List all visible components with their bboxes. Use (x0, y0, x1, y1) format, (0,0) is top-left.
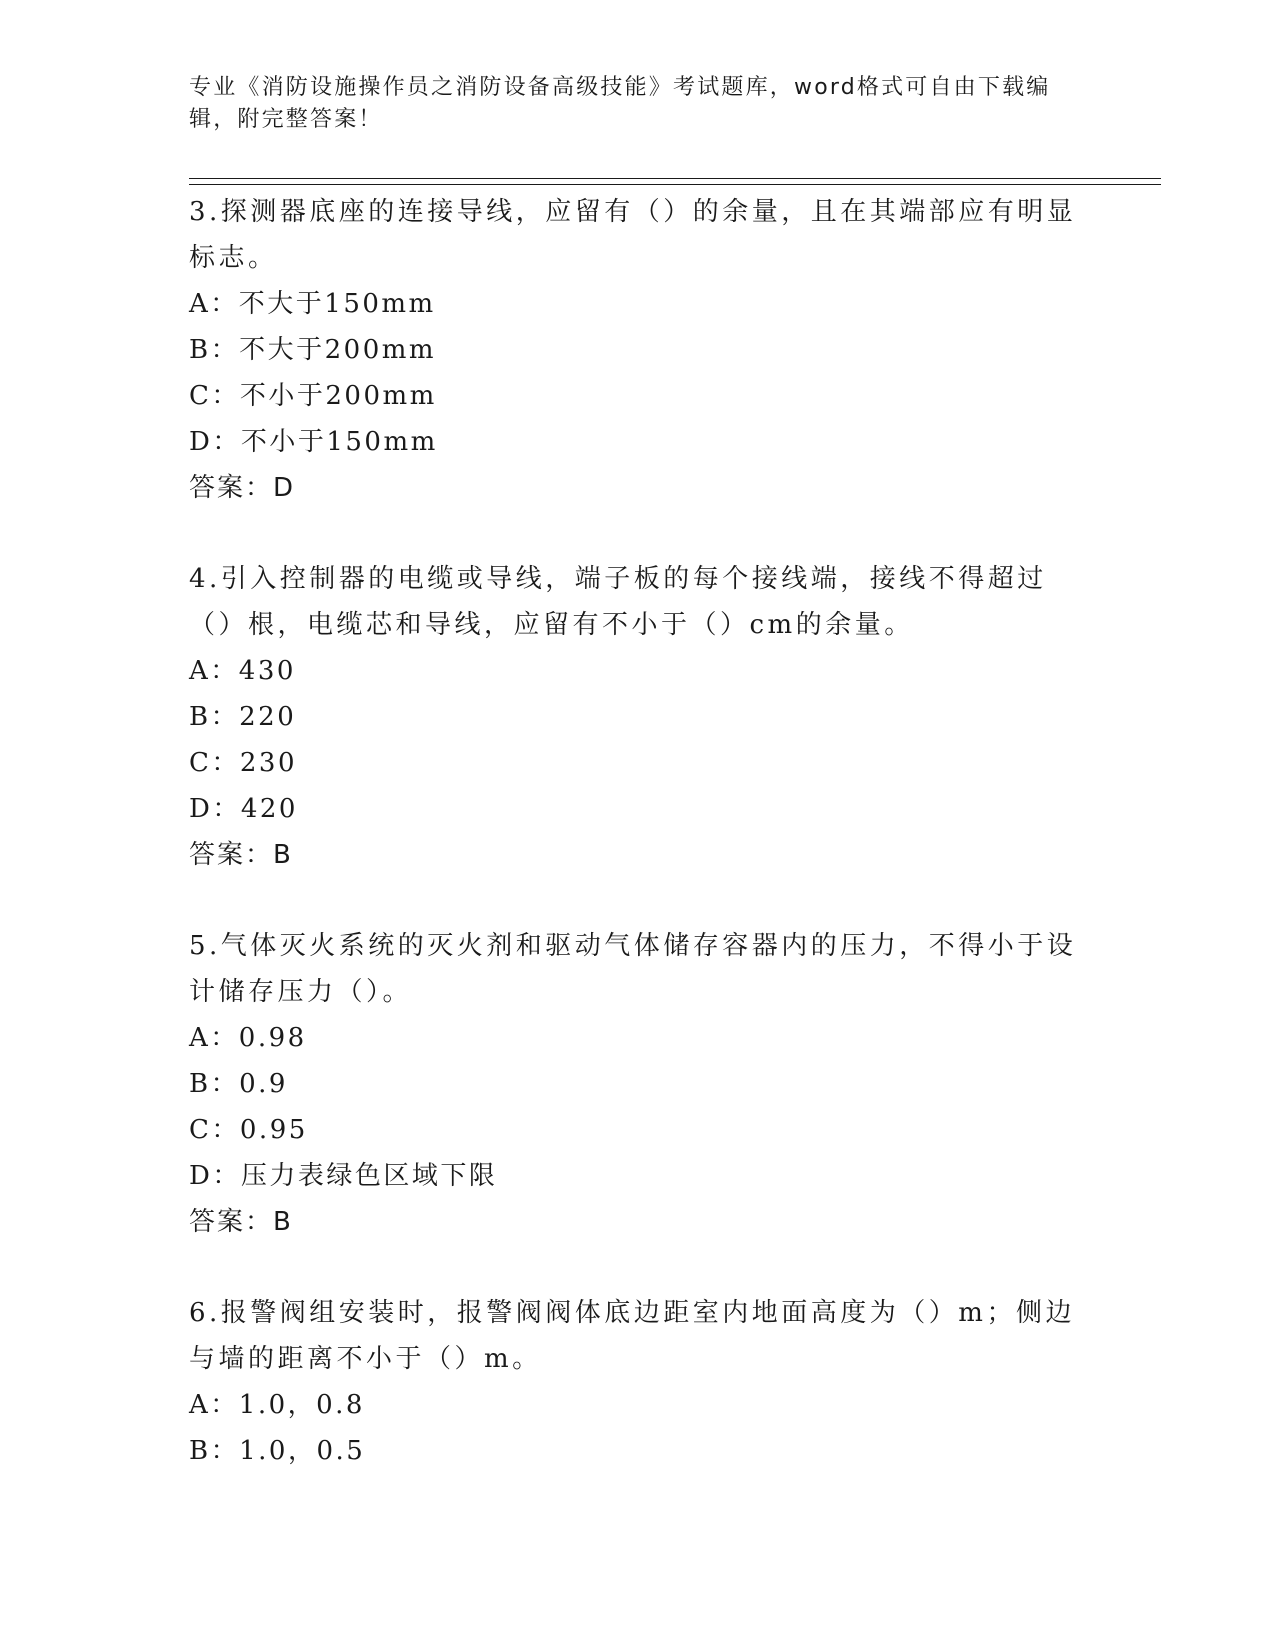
question-5 (189, 923, 1089, 1245)
question-text: 6.报警阀组安装时，报警阀阀体底边距室内地面高度为（）m；侧边与墙的距离不小于（）m。 (189, 1298, 1075, 1374)
option-d: D：不小于150mm (189, 427, 438, 457)
header-rule-top (189, 178, 1161, 179)
option-a: A：1.0，0.8 (189, 1390, 365, 1420)
document-header: 专业《消防设施操作员之消防设备高级技能》考试题库，word格式可自由下载编辑，附完整答案！ (189, 75, 1051, 132)
question-6 (189, 1290, 1089, 1474)
option-b: B：0.9 (189, 1069, 288, 1099)
option-c: C：0.95 (189, 1115, 308, 1145)
option-d: D：压力表绿色区域下限 (189, 1161, 498, 1191)
answer: 答案：B (189, 840, 293, 870)
option-b: B：1.0，0.5 (189, 1436, 366, 1466)
question-list (189, 189, 1089, 1519)
option-b: B：不大于200mm (189, 335, 437, 365)
answer: 答案：B (189, 1207, 293, 1237)
option-a: A：0.98 (189, 1023, 307, 1053)
question-4 (189, 556, 1089, 878)
option-b: B：220 (189, 702, 297, 732)
option-d: D：420 (189, 794, 298, 824)
question-text: 3.探测器底座的连接导线，应留有（）的余量，且在其端部应有明显标志。 (189, 197, 1077, 273)
answer: 答案：D (189, 473, 296, 503)
question-text: 4.引入控制器的电缆或导线，端子板的每个接线端，接线不得超过（）根，电缆芯和导线，应留有不小于（）cm的余量。 (189, 564, 1047, 640)
option-c: C：不小于200mm (189, 381, 437, 411)
question-3 (189, 189, 1089, 511)
option-a: A：不大于150mm (189, 289, 436, 319)
option-c: C：230 (189, 748, 298, 778)
question-text: 5.气体灭火系统的灭火剂和驱动气体储存容器内的压力，不得小于设计储存压力（）。 (189, 931, 1077, 1007)
option-a: A：430 (189, 656, 296, 686)
header-rule-bottom (189, 184, 1161, 185)
